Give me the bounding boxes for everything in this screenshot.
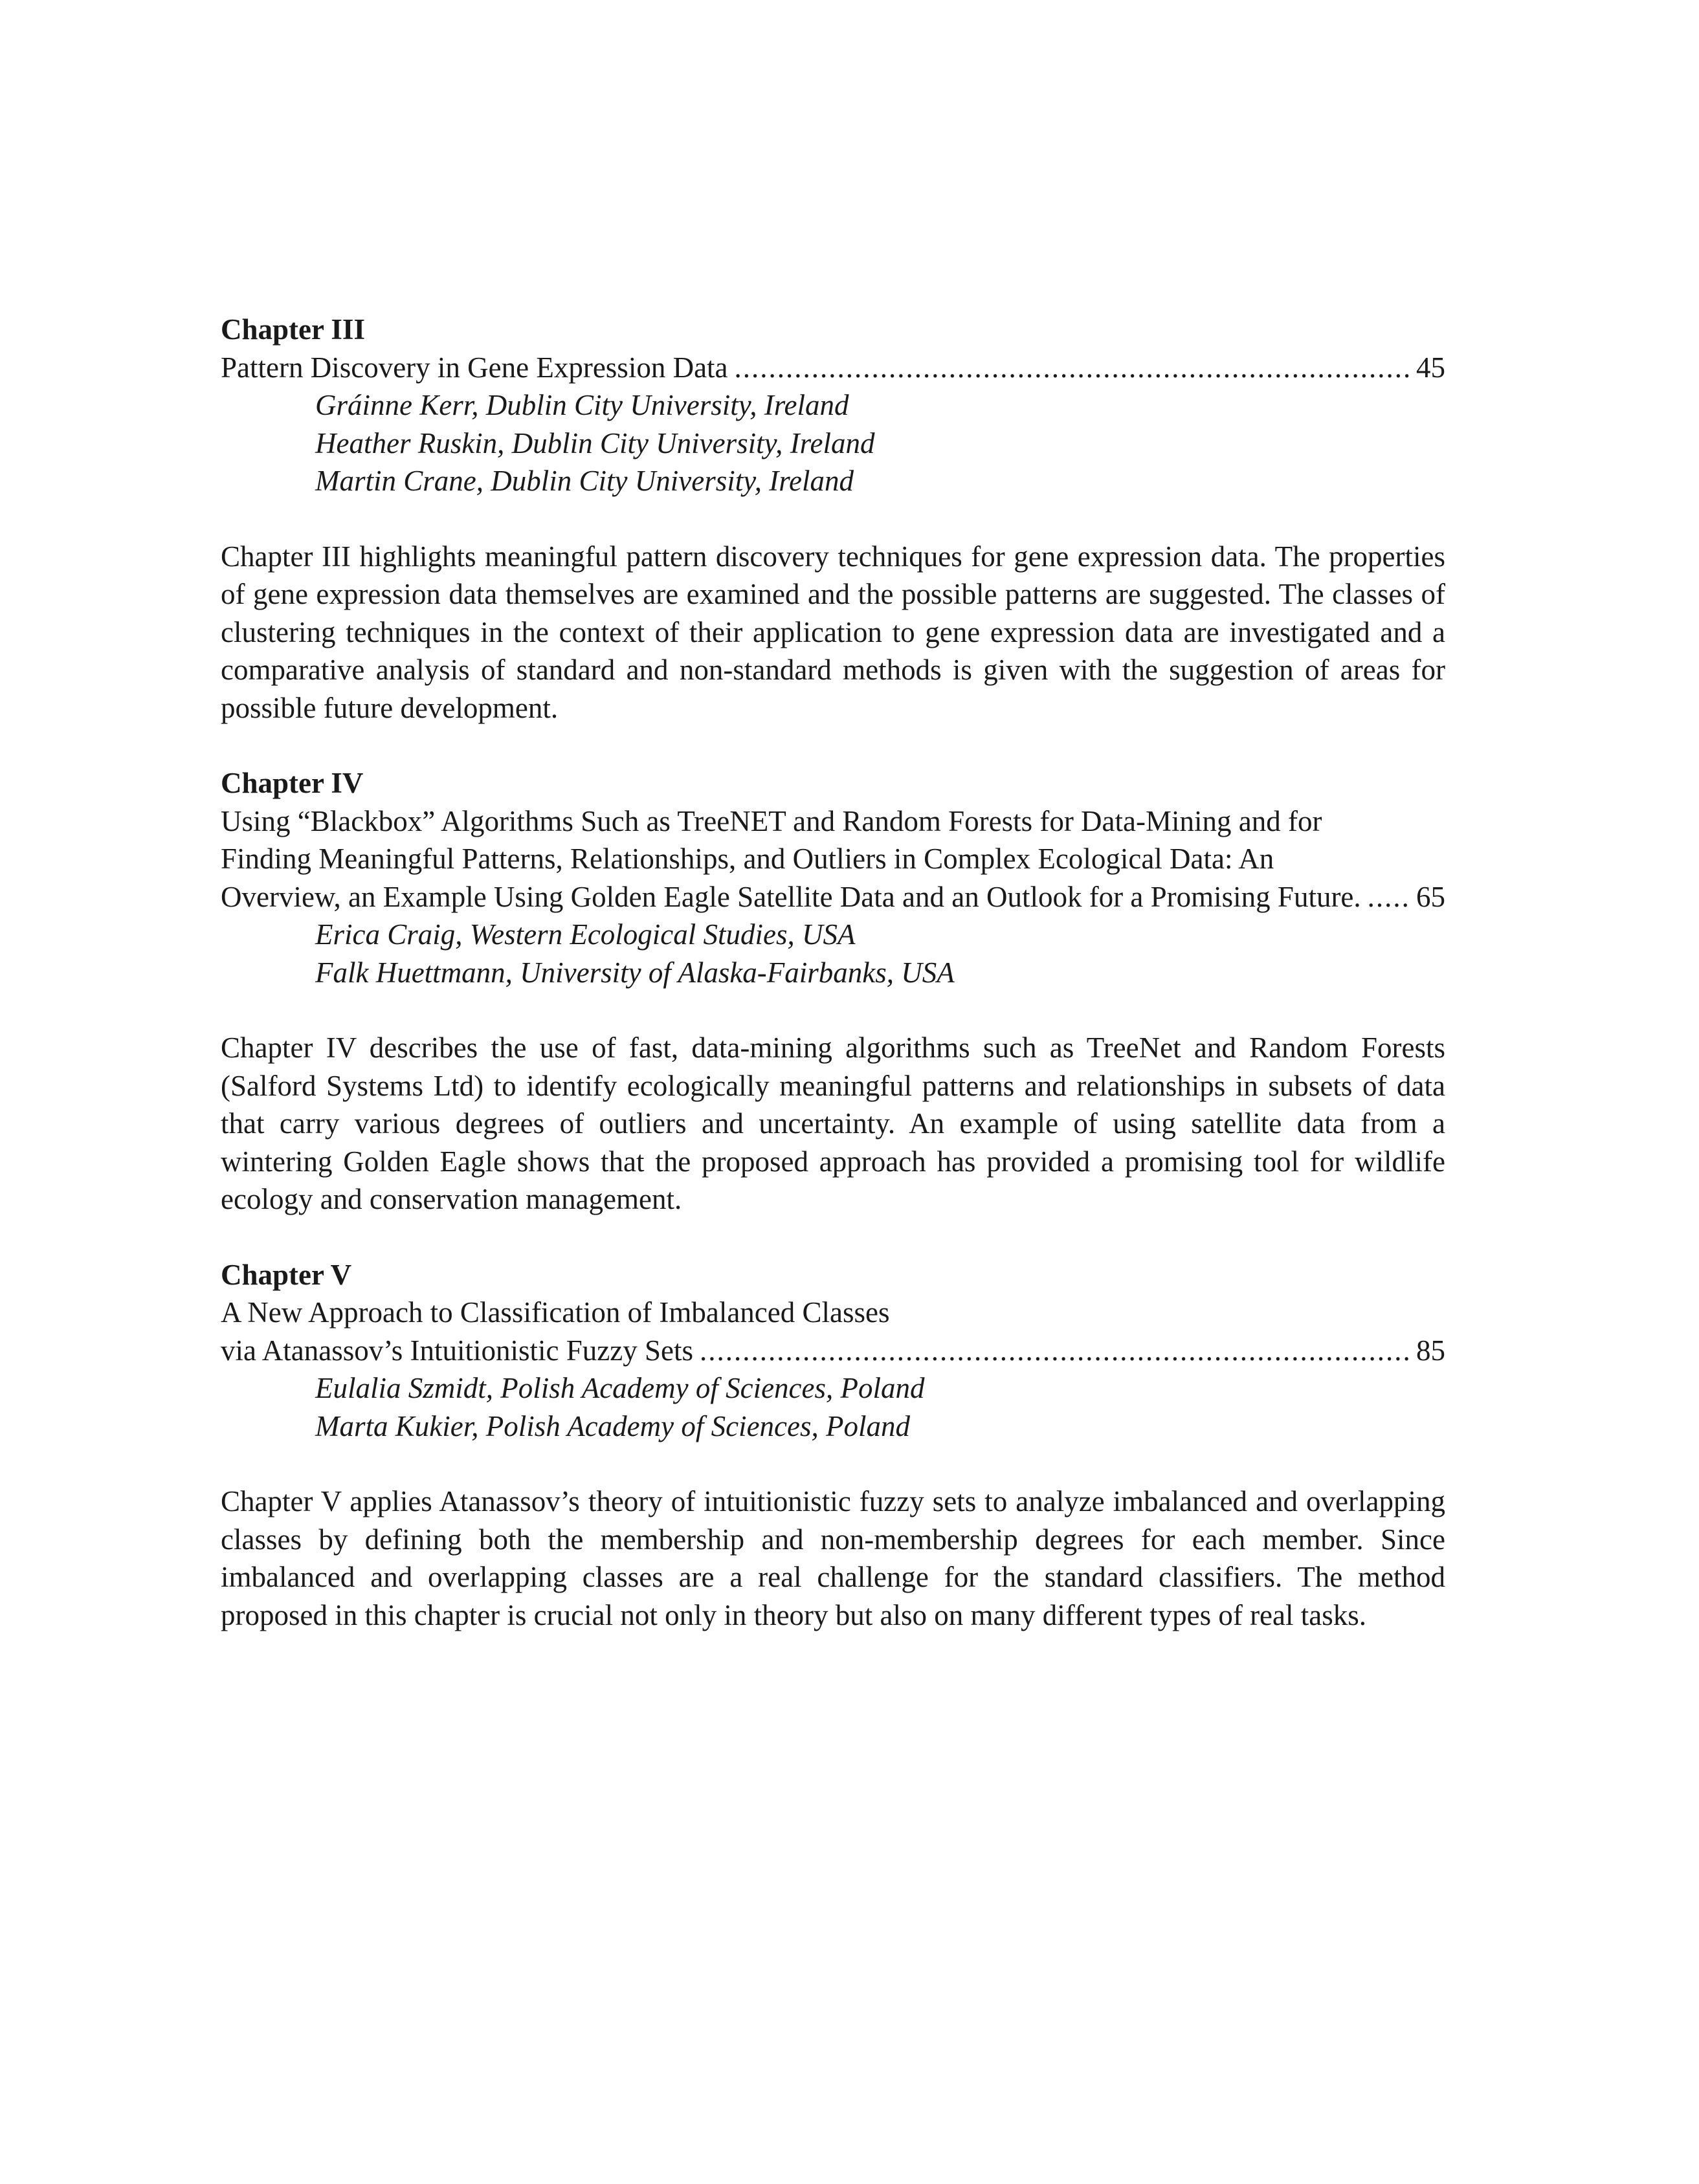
chapter-summary: Chapter III highlights meaningful pattern discovery techniques for gene expression data. The properties of gene expression data themselves are examined and the possible patterns are suggested. The classes of clustering techniques in the context of their application to gene expression data are investigated and a comparative analysis of standard and non-standard methods is given with the suggestion of areas for possible future development. bbox=[221, 540, 1445, 724]
chapter-heading: Chapter V bbox=[221, 1258, 352, 1291]
author: Falk Huettmann, University of Alaska-Fairbanks, USA bbox=[315, 956, 955, 989]
chapter-entry bbox=[221, 1256, 1445, 1635]
chapter-entry bbox=[221, 764, 1445, 1219]
toc-page bbox=[221, 311, 1445, 1634]
author-list bbox=[221, 1369, 1445, 1445]
dot-leader bbox=[1368, 878, 1410, 916]
chapter-title-line bbox=[221, 878, 1445, 916]
chapter-title-line bbox=[221, 1332, 1445, 1370]
chapter-summary: Chapter V applies Atanassov’s theory of intuitionistic fuzzy sets to analyze imbalanced and overlapping classes by defining both the membership and non-membership degrees for each member. Since imbalanced and overlapping classes are a real challenge for the standard classifiers. The method proposed in this chapter is crucial not only in theory but also on many different types of real tasks. bbox=[221, 1485, 1445, 1631]
chapter-title: via Atanassov’s Intuitionistic Fuzzy Sets bbox=[221, 1334, 693, 1367]
author: Martin Crane, Dublin City University, Ireland bbox=[315, 465, 854, 497]
chapter-title: Using “Blackbox” Algorithms Such as TreeNET and Random Forests for Data-Mining and for bbox=[221, 804, 1322, 837]
author-list bbox=[221, 916, 1445, 991]
author: Erica Craig, Western Ecological Studies, USA bbox=[315, 918, 856, 951]
chapter-summary: Chapter IV describes the use of fast, data-mining algorithms such as TreeNet and Random Forests (Salford Systems Ltd) to identify ecologically meaningful patterns and relationships in subsets of data that carry various degrees of outliers and uncertainty. An example of using satellite data from a wintering Golden Eagle shows that the proposed approach has provided a promising tool for wildlife ecology and conservation management. bbox=[221, 1031, 1445, 1215]
chapter-heading: Chapter IV bbox=[221, 767, 364, 799]
chapter-title: Pattern Discovery in Gene Expression Data bbox=[221, 351, 728, 384]
chapter-entry bbox=[221, 311, 1445, 727]
chapter-title: Overview, an Example Using Golden Eagle Satellite Data and an Outlook for a Promising Future. bbox=[221, 880, 1361, 913]
author: Heather Ruskin, Dublin City University, Ireland bbox=[315, 426, 875, 459]
chapter-heading: Chapter III bbox=[221, 313, 365, 346]
chapter-title: Finding Meaningful Patterns, Relationships, and Outliers in Complex Ecological Data: An bbox=[221, 843, 1274, 875]
page-number: 85 bbox=[1416, 1334, 1445, 1367]
author: Eulalia Szmidt, Polish Academy of Sciences, Poland bbox=[315, 1372, 925, 1404]
chapter-title: A New Approach to Classification of Imbalanced Classes bbox=[221, 1296, 890, 1329]
dot-leader bbox=[700, 1332, 1410, 1370]
author-list bbox=[221, 386, 1445, 500]
dot-leader bbox=[735, 349, 1410, 387]
author: Gráinne Kerr, Dublin City University, Ireland bbox=[315, 389, 849, 421]
page-number: 65 bbox=[1416, 880, 1445, 913]
author: Marta Kukier, Polish Academy of Sciences, Poland bbox=[315, 1409, 910, 1442]
chapter-title-line bbox=[221, 349, 1445, 387]
page-number: 45 bbox=[1416, 351, 1445, 384]
